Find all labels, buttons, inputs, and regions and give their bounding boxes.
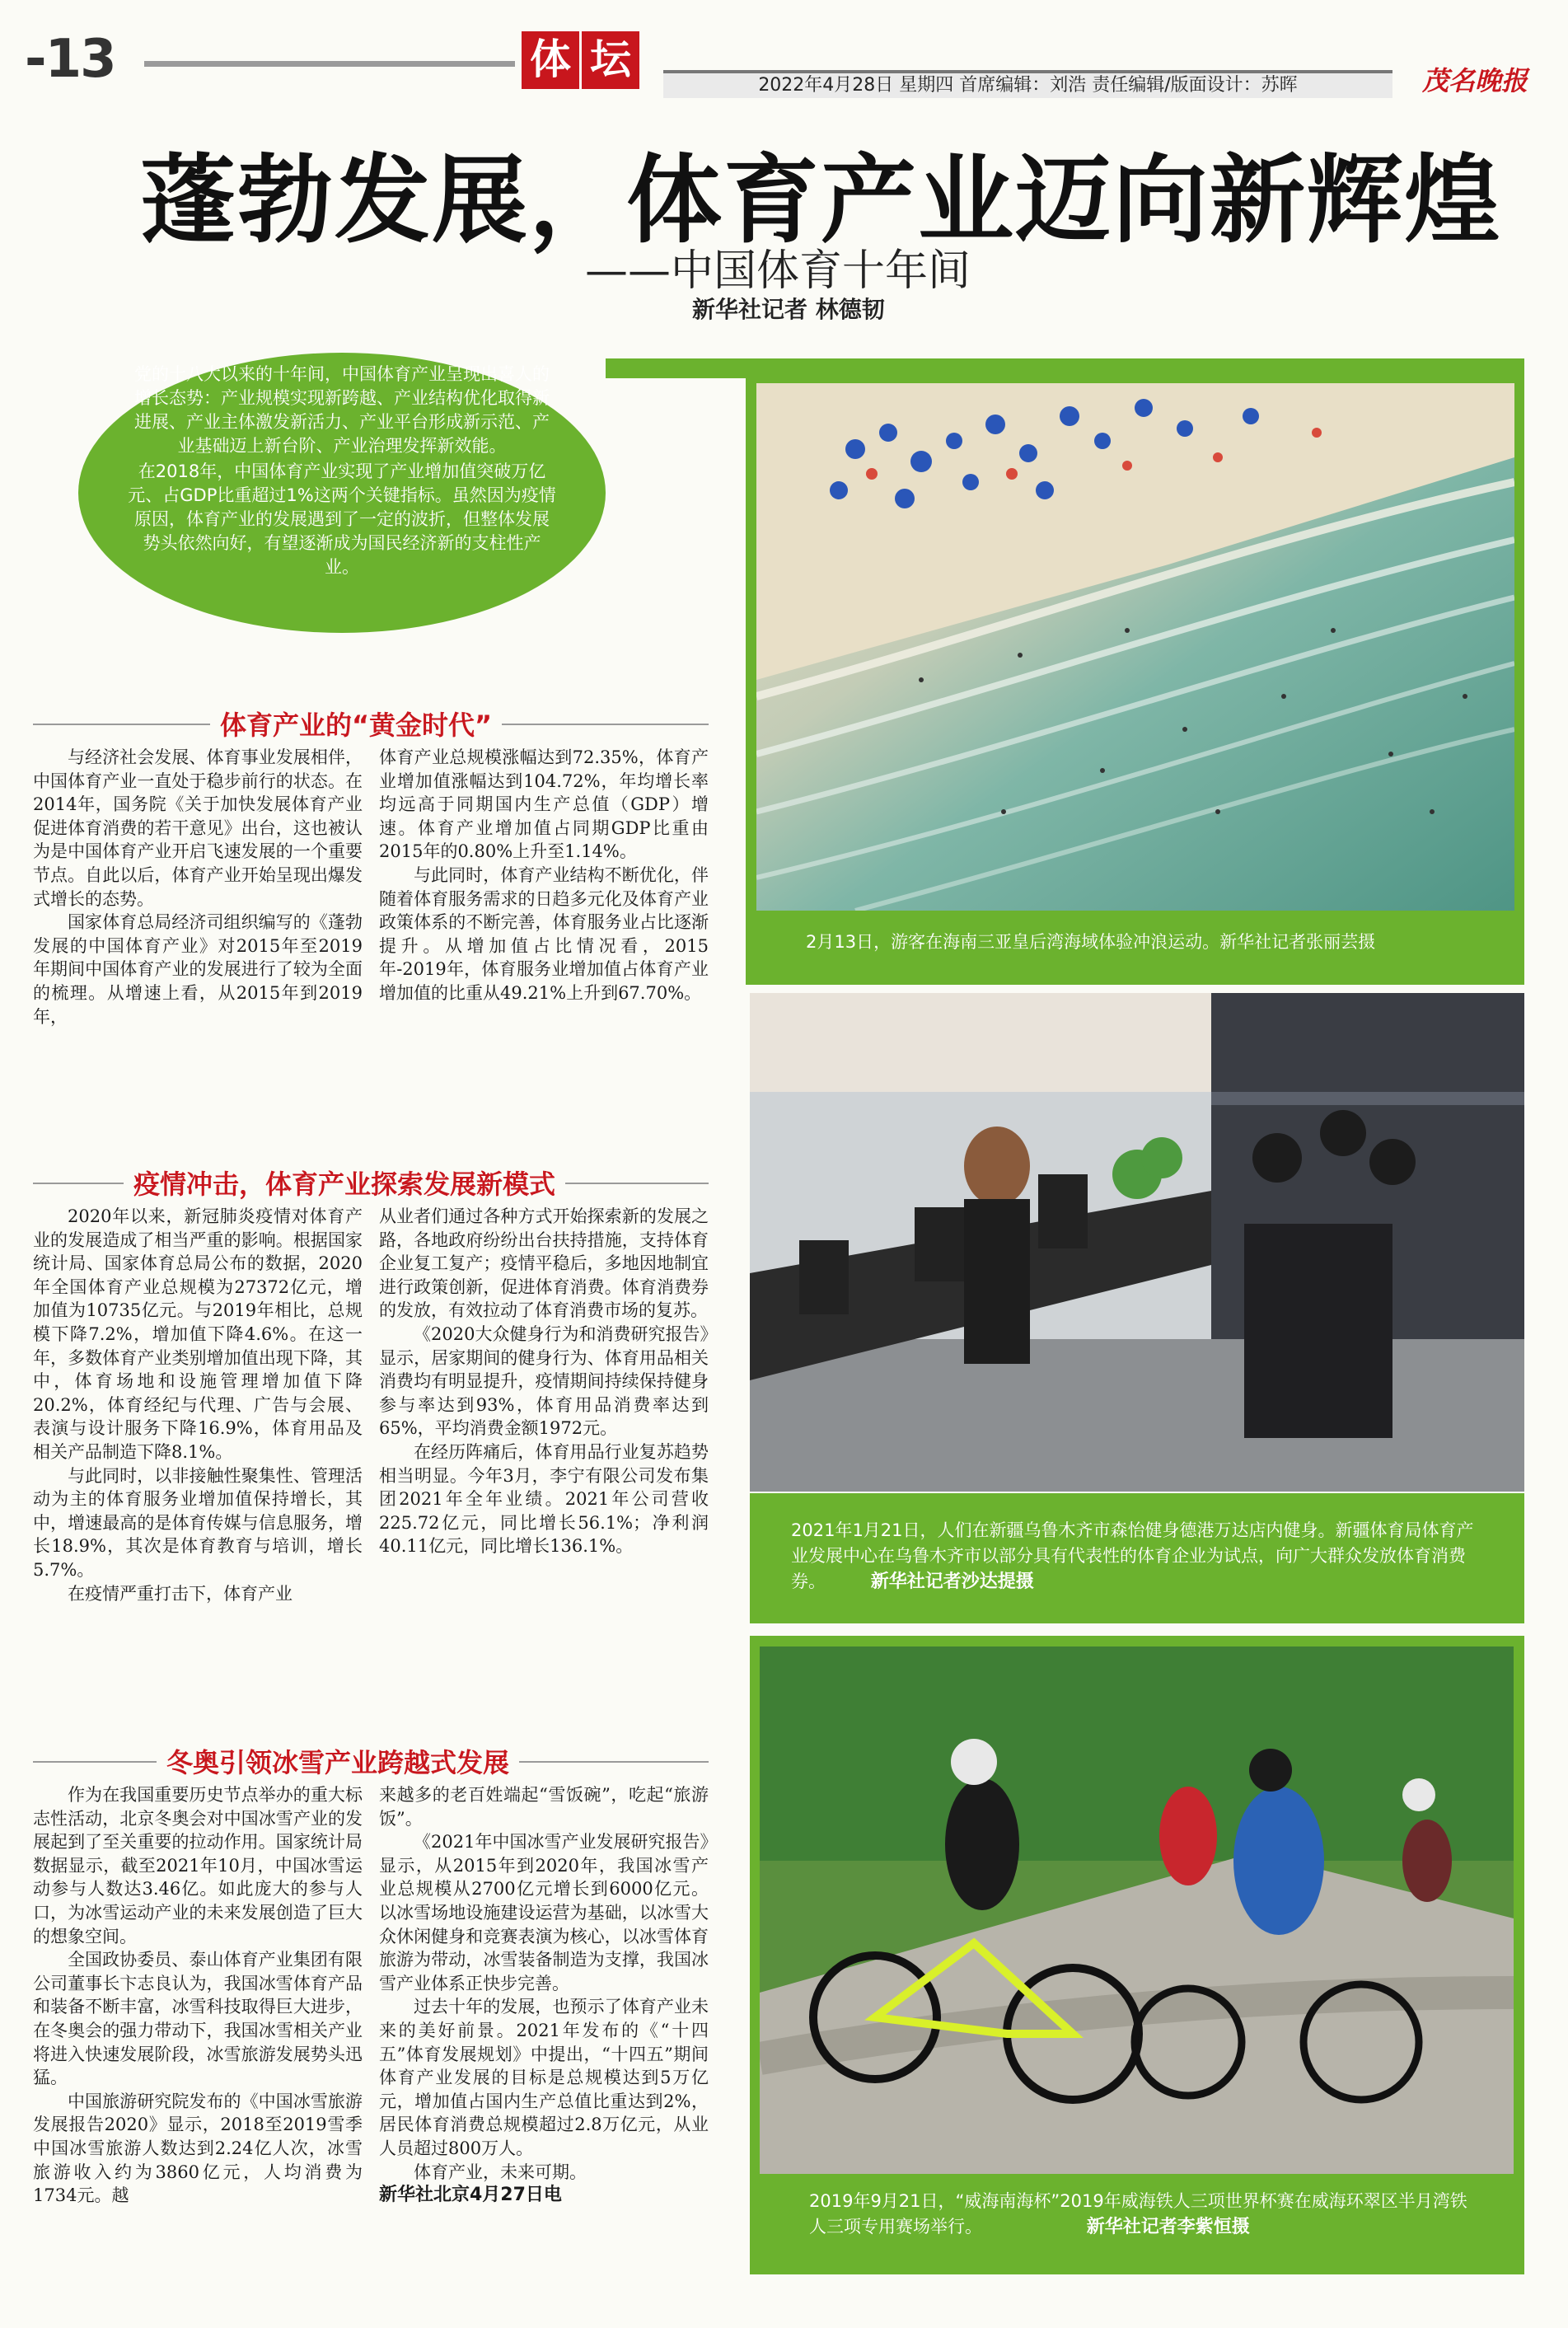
s2-paragraph-4: 从业者们通过各种方式开始探索新的发展之路，各地政府纷纷出台扶持措施，支持体育企业复工复产；疫情平稳后，多地因地制宜进行政策创新，促进体育消费。体育消费券的发放，有效拉动了体育消费市场的复苏。 [379,1206,709,1321]
section-1-column-right [379,746,709,1005]
triathlon-cycling-photo [760,1646,1514,2174]
s3-paragraph-2: 全国政协委员、泰山体育产业集团有限公司董事长卞志良认为，我国冰雪体育产品和装备不断丰富，冰雪科技取得巨大进步，在冬奥会的强力带动下，我国冰雪相关产业将进入快速发展阶段，冰雪旅游发展势头迅猛。 [33,1950,363,2088]
s2-paragraph-2: 与此同时，以非接触性聚集性、管理活动为主的体育服务业增加值保持增长，其中，增速最高的是体育传媒与信息服务，增长18.9%，其次是体育教育与培训，增长5.7%。 [33,1465,363,1580]
gym-scene-image [750,993,1524,1492]
s2-paragraph-5: 《2020大众健身行为和消费研究报告》显示，居家期间的健身行为、体育用品相关消费均有明显提升，疫情期间持续保持健身参与率达到93%，体育用品消费率达到65%，平均消费金额1972元。 [379,1323,709,1439]
article-dateline: 新华社北京4月27日电 [379,2185,562,2206]
s3-paragraph-7: 体育产业，未来可期。 [414,2162,587,2182]
header-rule [144,61,515,67]
beach-photo-caption: 2月13日，游客在海南三亚皇后湾海域体验冲浪运动。新华社记者张丽芸摄 [756,921,1514,971]
s3-paragraph-6: 过去十年的发展，也预示了体育产业未来的美好前景。2021年发布的《“十四五”体育发展规划》中提出，“十四五”期间体育产业发展的目标是总规模达到5万亿元，增加值占国内生产总值比重达到2%，居民体育消费总规模超过2.8万亿元，从业人员超过800万人。 [379,1997,709,2158]
article-subtitle: ——中国体育十年间 [585,246,971,296]
gym-caption-text: 2021年1月21日，人们在新疆乌鲁木齐市森怡健身德港万达店内健身。新疆体育局体育产业发展中心在乌鲁木齐市以部分具有代表性的体育企业为试点，向广大群众发放体育消费券。 [791,1520,1474,1591]
green-accent-bar [606,358,1524,378]
newspaper-logo: 茂名晚报 [1421,65,1528,96]
s3-paragraph-3: 中国旅游研究院发布的《中国冰雪旅游发展报告2020》显示，2018至2019雪季中国冰雪旅游人数达到2.24亿人次，冰雪旅游收入约为3860亿元，人均消费为1734元。越 [33,2091,363,2206]
lead-paragraph-2: 在2018年，中国体育产业实现了产业增加值突破万亿元、占GDP比重超过1%这两个关键指标。虽然因为疫情原因，体育产业的发展遇到了一定的波折，但整体发展势头依然向好，有望逐渐成为国民经济新的支柱性产业。 [128,461,556,577]
lead-summary-oval [78,353,606,633]
cycling-photo-credit: 新华社记者李紫恒摄 [1086,2217,1250,2237]
cycling-scene-image [760,1646,1514,2174]
s1-paragraph-1: 与经济社会发展、体育事业发展相伴，中国体育产业一直处于稳步前行的状态。在2014年，国务院《关于加快发展体育产业促进体育消费的若干意见》出台，这也被认为是中国体育产业开启飞速发展的一个重要节点。自此以后，体育产业开始呈现出爆发式增长的态势。 [33,747,363,909]
section-2-heading: 疫情冲击，体育产业探索发展新模式 [124,1164,565,1201]
section-1-column-left [33,746,363,1028]
section-3-column-left [33,1783,363,2208]
s3-paragraph-4: 来越多的老百姓端起“雪饭碗”，吃起“旅游饭”。 [379,1785,709,1829]
section-3-column-right [379,1783,709,2208]
s3-paragraph-5: 《2021年中国冰雪产业发展研究报告》显示，从2015年到2020年，我国冰雪产业总规模从2700亿元增长到6000亿元。以冰雪场地设施建设运营为基础，以冰雪大众休闲健身和竞赛表演为核心，以冰雪体育旅游为带动，冰雪装备制造为支撑，我国冰雪产业体系正快步完善。 [379,1832,709,1993]
section-2-column-left [33,1205,363,1605]
section-1-heading: 体育产业的“黄金时代” [210,705,502,742]
s3-paragraph-1: 作为在我国重要历史节点举办的重大标志性活动，北京冬奥会对中国冰雪产业的发展起到了至关重要的拉动作用。国家统计局数据显示，截至2021年10月，中国冰雪运动参与人数达3.46亿。如此庞大的参与人口，为冰雪运动产业的未来发展创造了巨大的想象空间。 [33,1785,363,1946]
gym-photo-credit: 新华社记者沙达提摄 [870,1572,1034,1592]
section-tag-char-2: 坛 [582,31,639,89]
s1-paragraph-4: 与此同时，体育产业结构不断优化，伴随着体育服务需求的日趋多元化及体育产业政策体系的不断完善，体育服务业占比逐渐提升。从增加值占比情况看，2015年-2019年，体育服务业增加值占体育产业增加值的比重从49.21%上升到67.70%。 [379,864,709,1003]
beach-surfing-photo [756,383,1514,911]
s2-paragraph-1: 2020年以来，新冠肺炎疫情对体育产业的发展造成了相当严重的影响。根据国家统计局、国家体育总局公布的数据，2020年全国体育产业总规模为27372亿元，增加值为10735亿元。与2019年相比，总规模下降7.2%，增加值下降4.6%。在这一年，多数体育产业类别增加值出现下降，其中，体育场地和设施管理增加值下降20.2%，体育经纪与代理、广告与会展、表演与设计服务下降16.9%，体育用品及相关产品制造下降8.1%。 [33,1206,363,1462]
section-tag-char-1: 体 [522,31,579,89]
issue-info-bar: 2022年4月28日 星期四 首席编辑：刘浩 责任编辑/版面设计：苏晖 [663,70,1392,98]
s2-paragraph-3: 在疫情严重打击下，体育产业 [68,1583,293,1604]
lead-paragraph-1: 党的十八大以来的十年间，中国体育产业呈现出喜人的增长态势：产业规模实现新跨越、产业结构优化取得新进展、产业主体激发新活力、产业平台形成新示范、产业基础迈上新台阶、产业治理发挥新效能。 [134,364,550,456]
page-number: -13 [25,29,115,90]
article-byline: 新华社记者 林德韧 [692,296,885,323]
cycling-caption-text: 2019年9月21日，“威海南海杯”2019年威海铁人三项世界杯赛在威海环翠区半月湾铁人三项专用赛场举行。 [809,2191,1467,2237]
s2-paragraph-6: 在经历阵痛后，体育用品行业复苏趋势相当明显。今年3月，李宁有限公司发布集团2021年全年业绩。2021年公司营收225.72亿元，同比增长56.1%；净利润40.11亿元，同比增长136.1%。 [379,1441,709,1557]
section-2-column-right [379,1205,709,1558]
gym-treadmill-photo [750,993,1524,1492]
s1-paragraph-3: 体育产业总规模涨幅达到72.35%，体育产业增加值涨幅达到104.72%，年均增长率均远高于同期国内生产总值（GDP）增速。体育产业增加值占同期GDP比重由2015年的0.80%上升至1.14%。 [379,747,709,862]
gym-photo-caption [750,1493,1524,1623]
cycling-photo-caption [760,2184,1514,2258]
article-headline: 蓬勃发展，体育产业迈向新辉煌 [140,145,1501,256]
beach-scene-image [756,383,1514,911]
s1-paragraph-2: 国家体育总局经济司组织编写的《蓬勃发展的中国体育产业》对2015年至2019年期间中国体育产业的发展进行了较为全面的梳理。从增速上看，从2015年到2019年， [33,912,363,1027]
section-3-heading: 冬奥引领冰雪产业跨越式发展 [157,1742,519,1780]
